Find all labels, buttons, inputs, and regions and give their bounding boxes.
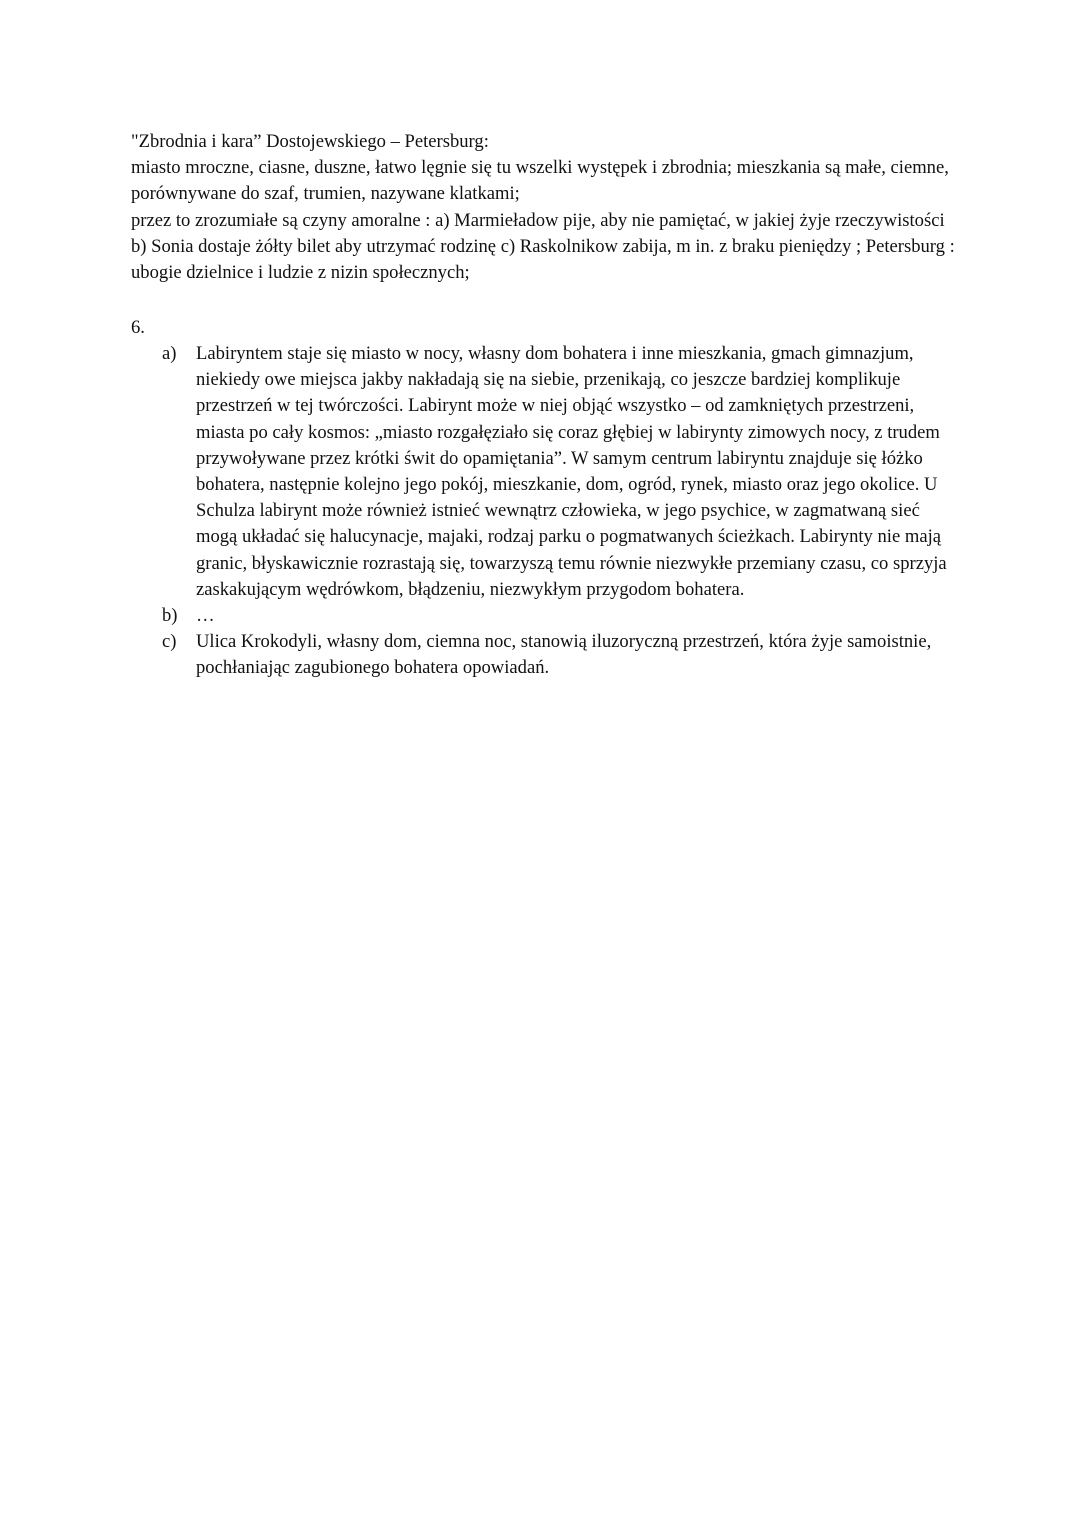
section-number: 6. (131, 317, 145, 338)
intro-heading: "Zbrodnia i kara” Dostojewskiego – Petersburg: (131, 131, 489, 152)
list-item-a-text: Labiryntem staje się miasto w nocy, własny dom bohatera i inne mieszkania, gmach gimnazjum, niekiedy owe miejsca jakby nakładają się na siebie, przenikają, co jeszcze bardziej komplikuje przestrzeń w tej twórczości. Labirynt może w niej objąć wszystko – od zamkniętych przestrzeni, miasta po cały kosmos: „miasto rozgałęziało się coraz głębiej w labirynty zimowych nocy, z trudem przywoływane przez krótki świt do opamiętania”. W samym centrum labiryntu znajduje się łóżko bohatera, następnie kolejno jego pokój, mieszkanie, dom, ogród, rynek, miasto oraz jego okolice. U Schulza labirynt może również istnieć wewnątrz człowieka, w jego psychice, w zagmatwaną sieć mogą układać się halucynacje, majaki, rodzaj parku o pogmatwanych ścieżkach. Labirynty nie mają granic, błyskawicznie rozrastają się, towarzyszą temu równie niezwykłe przemiany czasu, co sprzyja zaskakującym wędrówkom, błądzeniu, niezwykłym przygodom bohatera. (196, 343, 947, 600)
intro-block (131, 129, 961, 286)
list-item-b-marker: b) (162, 605, 178, 627)
list-item-c (162, 629, 962, 681)
section-item-list (162, 341, 962, 682)
list-item-c-marker: c) (162, 631, 177, 653)
intro-paragraph-1: miasto mroczne, ciasne, duszne, łatwo lęgnie się tu wszelki występek i zbrodnia; mieszkania są małe, ciemne, porównywane do szaf, trumien, nazywane klatkami; (131, 157, 949, 205)
list-item-b-text: … (196, 605, 215, 627)
list-item-c-text: Ulica Krokodyli, własny dom, ciemna noc, stanowią iluzoryczną przestrzeń, która żyje samoistnie, pochłaniając zagubionego bohatera opowiadań. (196, 631, 932, 679)
list-item-a (162, 341, 962, 603)
intro-paragraph-2: przez to zrozumiałe są czyny amoralne : a) Marmieładow pije, aby nie pamiętać, w jakiej żyje rzeczywistości b) Sonia dostaje żółty bilet aby utrzymać rodzinę c) Raskolnikow zabija, m in. z braku pieniędzy ; Petersburg : ubogie dzielnice i ludzie z nizin społecznych; (131, 209, 955, 284)
list-item-a-marker: a) (162, 343, 177, 364)
list-item-b (162, 603, 962, 629)
